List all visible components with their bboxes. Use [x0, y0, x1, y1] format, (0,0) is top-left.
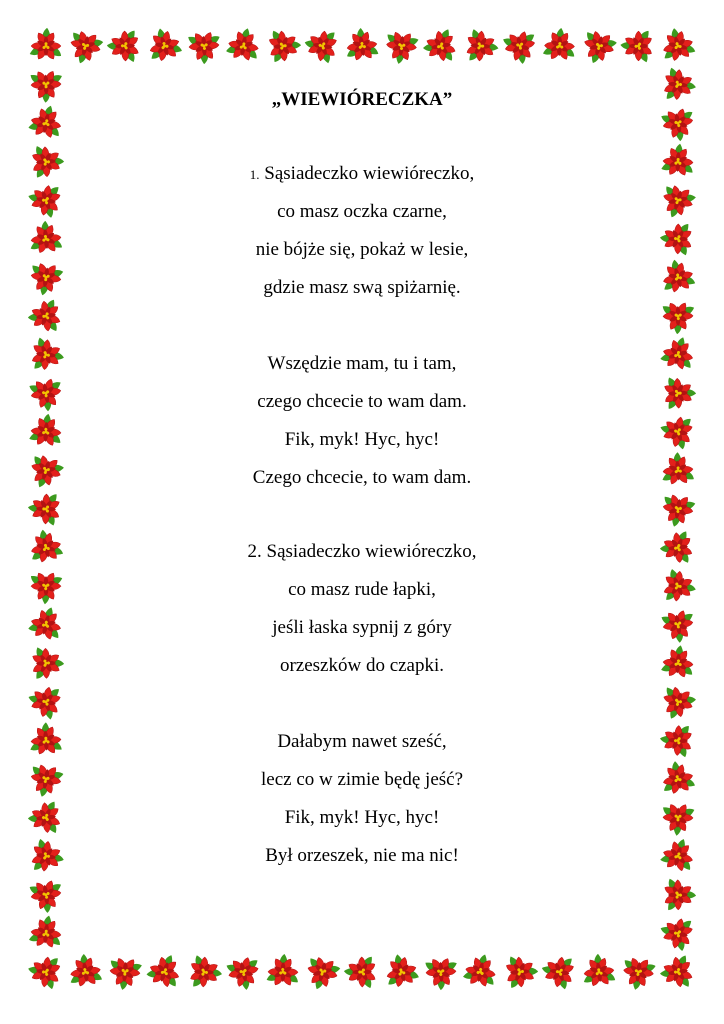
poinsettia-flower-icon [267, 26, 304, 64]
poinsettia-flower-icon [301, 26, 346, 70]
stanza-1-line-1 [70, 162, 654, 187]
poinsettia-flower-icon [656, 836, 697, 878]
poinsettia-flower-icon [27, 491, 62, 527]
poinsettia-flower-icon [24, 525, 66, 566]
poinsettia-flower-icon [26, 217, 71, 263]
poinsettia-flower-icon [659, 607, 699, 645]
poinsettia-flower-icon [579, 951, 618, 988]
poinsettia-flower-icon [22, 642, 69, 688]
poinsettia-flower-icon [180, 948, 226, 994]
poinsettia-flower-icon [106, 956, 144, 992]
poinsettia-flower-icon [24, 409, 71, 457]
poinsettia-flower-icon [653, 292, 699, 339]
poinsettia-flower-icon [24, 451, 68, 494]
poinsettia-flower-icon [653, 870, 700, 917]
stanza-2-line-1: Wszędzie mam, tu i tam, [267, 353, 457, 374]
poinsettia-flower-icon [653, 63, 701, 110]
stanza-1-line-3: nie bójże się, pokaż w lesie, [255, 239, 469, 260]
poinsettia-flower-icon [458, 949, 506, 997]
poinsettia-flower-icon [497, 951, 543, 996]
poinsettia-flower-icon [618, 948, 662, 993]
poinsettia-flower-icon [653, 255, 701, 303]
poinsettia-flower-icon [535, 24, 581, 71]
poinsettia-flower-icon [24, 795, 72, 843]
poinsettia-flower-icon [662, 374, 697, 411]
stanza-4-line-1: Dałabym nawet sześć, [277, 731, 447, 752]
poinsettia-flower-icon [26, 756, 69, 800]
stanza-2-line-3: Fik, myk! Hyc, hyc! [284, 429, 440, 450]
poinsettia-flower-icon [616, 21, 663, 67]
poinsettia-flower-icon [103, 24, 150, 71]
poinsettia-flower-icon [223, 25, 263, 64]
poinsettia-flower-icon [26, 261, 65, 299]
poinsettia-flower-icon [656, 217, 703, 263]
stanza-1-number: 1. [249, 167, 260, 182]
stanza-1-line-2: co masz oczka czarne, [277, 201, 447, 222]
poinsettia-flower-icon [27, 721, 64, 757]
poinsettia-flower-icon [24, 681, 64, 722]
poinsettia-flower-icon [654, 642, 699, 688]
poinsettia-flower-icon [657, 332, 699, 372]
poinsettia-flower-icon [23, 368, 71, 416]
poinsettia-flower-icon [21, 834, 69, 882]
poinsettia-flower-icon [22, 331, 68, 376]
poinsettia-flower-icon [661, 803, 697, 837]
poinsettia-flower-icon [22, 872, 66, 917]
poinsettia-flower-icon [652, 677, 700, 725]
poinsettia-flower-icon [301, 953, 343, 994]
poinsettia-flower-icon [661, 567, 698, 606]
poinsettia-flower-icon [656, 523, 701, 567]
poinsettia-flower-icon [659, 758, 701, 801]
poinsettia-flower-icon [500, 28, 541, 68]
stanza-2-line-2: czego chcecie to wam dam. [257, 391, 467, 412]
stanza-3-line-1: 2. Sąsiadeczko wiewióreczko, [247, 541, 477, 562]
poinsettia-flower-icon [28, 69, 64, 104]
stanza-4-line-4: Był orzeszek, nie ma nic! [265, 845, 459, 866]
stanza-1-line-4: gdzie masz swą spiżarnię. [263, 277, 461, 298]
poinsettia-flower-icon [657, 412, 701, 455]
poinsettia-flower-icon [573, 21, 621, 69]
poinsettia-flower-icon [538, 952, 576, 992]
poinsettia-flower-icon [66, 24, 108, 67]
poinsettia-flower-icon [655, 101, 698, 145]
poinsettia-flower-icon [652, 484, 700, 532]
poinsettia-flower-icon [655, 715, 703, 762]
poinsettia-flower-icon [139, 24, 187, 72]
stanza-3-line-4: orzeszków do czapki. [279, 655, 445, 676]
poinsettia-flower-icon [66, 950, 110, 995]
poinsettia-flower-icon [179, 22, 224, 68]
poinsettia-flower-icon [28, 27, 63, 60]
poem-body [70, 70, 654, 954]
poinsettia-flower-icon [659, 142, 696, 177]
stanza-2-line-4: Czego chcecie, to wam dam. [252, 467, 472, 488]
poinsettia-flower-icon [465, 27, 501, 64]
poinsettia-flower-icon [21, 137, 69, 184]
stanza-3-line-3: jeśli łaska sypnij z góry [272, 617, 452, 638]
poinsettia-flower-icon [262, 949, 309, 996]
poinsettia-flower-icon [27, 913, 65, 950]
poinsettia-flower-icon [337, 23, 385, 71]
stanza-4-line-3: Fik, myk! Hyc, hyc! [284, 807, 440, 828]
stanza-1-line-1-text: Sąsiadeczko wiewióreczko, [264, 163, 475, 184]
stanza-4-line-2: lecz co w zimie będę jeść? [260, 769, 464, 790]
poinsettia-flower-icon [23, 175, 71, 223]
poinsettia-flower-icon [23, 102, 66, 146]
poinsettia-flower-icon [376, 21, 424, 69]
poem-title: „WIEWIÓRECZKA” [271, 89, 453, 110]
poinsettia-flower-icon [25, 297, 63, 336]
poinsettia-flower-icon [655, 908, 703, 956]
poinsettia-flower-icon [379, 949, 422, 991]
poinsettia-flower-icon [419, 22, 463, 65]
poinsettia-flower-icon [653, 448, 700, 496]
stanza-3-line-2: co masz rude łapki, [288, 579, 436, 600]
poinsettia-flower-icon [143, 952, 182, 993]
poinsettia-flower-icon [660, 25, 701, 67]
poinsettia-flower-icon [24, 602, 72, 650]
poinsettia-flower-icon [343, 955, 377, 991]
poinsettia-flower-icon [660, 179, 700, 221]
poinsettia-flower-icon [24, 561, 70, 608]
poinsettia-flower-icon [23, 946, 71, 994]
poinsettia-flower-icon [655, 949, 703, 997]
